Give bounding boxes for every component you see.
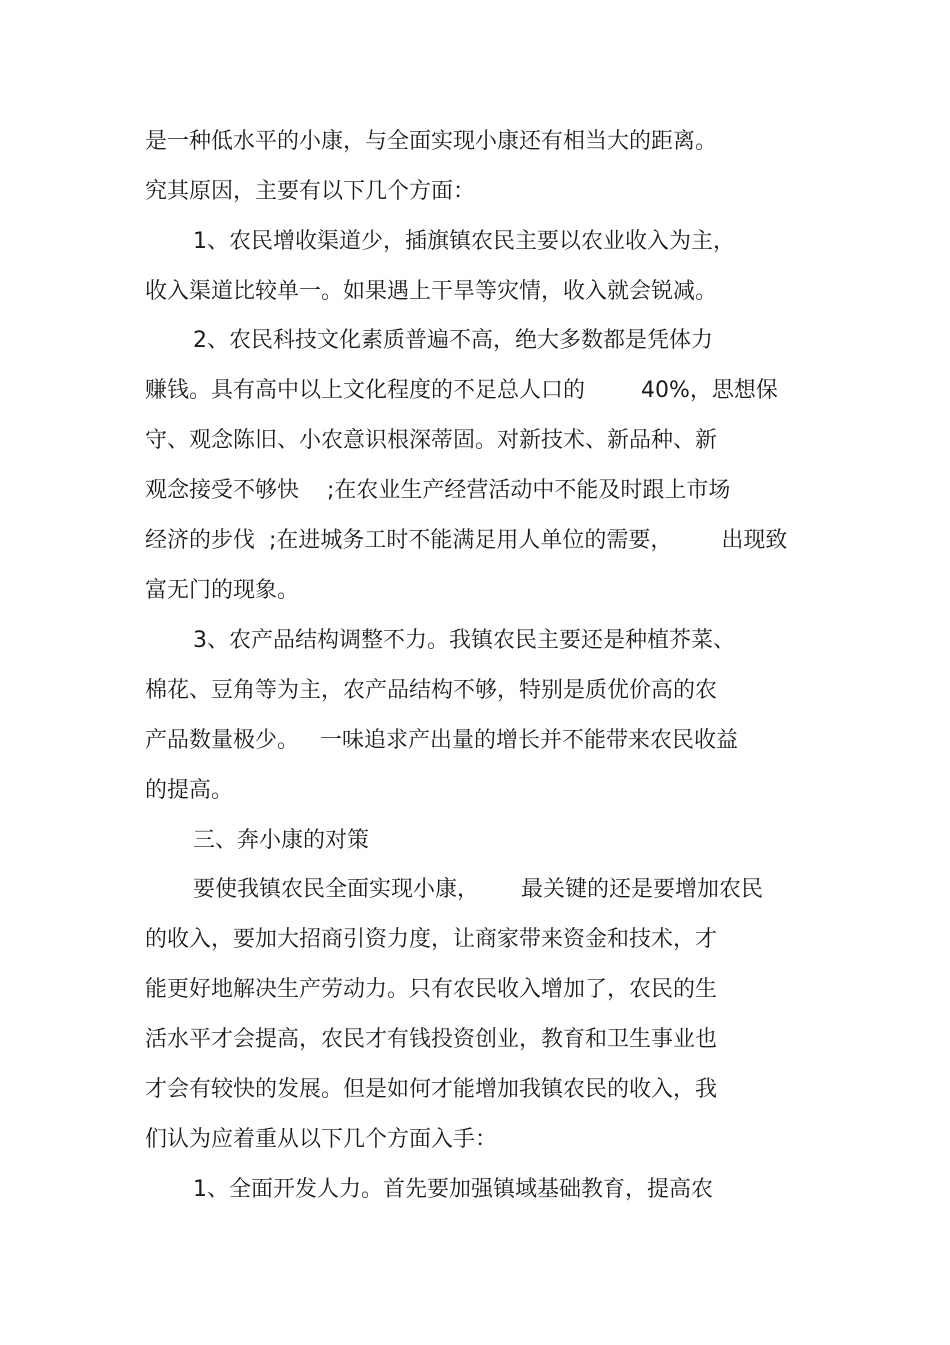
- paragraph-line: 1、农民增收渠道少，插旗镇农民主要以农业收入为主，: [193, 229, 735, 254]
- paragraph-line: 要使我镇农民全面实现小康， 最关键的还是要增加农民: [193, 877, 763, 902]
- paragraph-line: 们认为应着重从以下几个方面入手：: [145, 1127, 498, 1152]
- paragraph-line: 1、全面开发人力。首先要加强镇域基础教育，提高农: [193, 1177, 713, 1202]
- section-heading: 三、奔小康的对策: [193, 828, 370, 853]
- paragraph-line: 产品数量极少。 一味追求产出量的增长并不能带来农民收益: [145, 728, 738, 753]
- paragraph-line: 经济的步伐 ;在进城务工时不能满足用人单位的需要， 出现致: [145, 528, 788, 553]
- paragraph-line: 守、观念陈旧、小农意识根深蒂固。对新技术、新品种、新: [145, 428, 718, 453]
- paragraph-line: 富无门的现象。: [145, 578, 300, 603]
- paragraph-line: 收入渠道比较单一。如果遇上干旱等灾情，收入就会锐减。: [145, 279, 718, 304]
- paragraph-line: 活水平才会提高，农民才有钱投资创业，教育和卫生事业也: [145, 1027, 718, 1052]
- paragraph-line: 棉花、豆角等为主，农产品结构不够，特别是质优价高的农: [145, 678, 718, 703]
- paragraph-line: 观念接受不够快 ;在农业生产经营活动中不能及时跟上市场: [145, 478, 731, 503]
- paragraph-line: 的收入，要加大招商引资力度，让商家带来资金和技术，才: [145, 927, 718, 952]
- paragraph-line: 赚钱。具有高中以上文化程度的不足总人口的 40%，思想保: [145, 378, 778, 403]
- paragraph-line: 2、农民科技文化素质普遍不高，绝大多数都是凭体力: [193, 328, 713, 353]
- paragraph-line: 的提高。: [145, 778, 234, 803]
- paragraph-line: 究其原因，主要有以下几个方面：: [145, 179, 476, 204]
- paragraph-line: 3、农产品结构调整不力。我镇农民主要还是种植芥菜、: [193, 628, 735, 653]
- paragraph-line: 才会有较快的发展。但是如何才能增加我镇农民的收入，我: [145, 1077, 718, 1102]
- paragraph-line: 能更好地解决生产劳动力。只有农民收入增加了，农民的生: [145, 977, 718, 1002]
- paragraph-line: 是一种低水平的小康，与全面实现小康还有相当大的距离。: [145, 129, 718, 154]
